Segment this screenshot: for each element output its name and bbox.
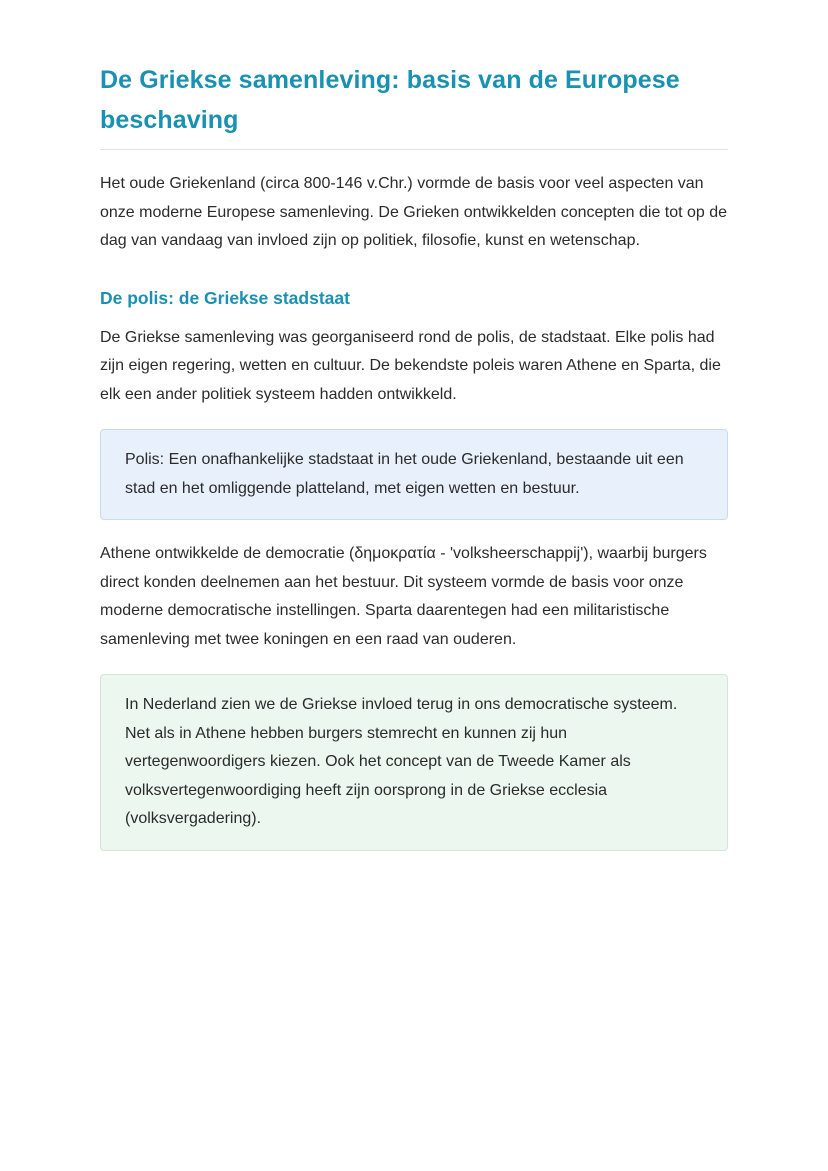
document-page <box>100 0 728 851</box>
definition-box-text: Polis: Een onafhankelijke stadstaat in het oude Griekenland, bestaande uit een stad en het omliggende platteland, met eigen wetten en bestuur. <box>125 451 684 497</box>
intro-paragraph: Het oude Griekenland (circa 800-146 v.Chr.) vormde de basis voor veel aspecten van onze moderne Europese samenleving. De Grieken ontwikkelden concepten die tot op de dag van vandaag van invloed zijn op politiek, filosofie, kunst en wetenschap. <box>100 175 728 249</box>
democracy-paragraph: Athene ontwikkelde de democratie (δημοκρατία - 'volksheerschappij'), waarbij burgers direct konden deelnemen aan het bestuur. Dit systeem vormde de basis voor onze moderne democratische instellingen. Sparta daarentegen had een militaristische samenleving met twee koningen en een raad van ouderen. <box>100 545 707 648</box>
title-divider <box>100 149 728 150</box>
netherlands-context-box <box>100 674 728 851</box>
definition-box <box>100 429 728 520</box>
section-heading-polis: De polis: de Griekse stadstaat <box>100 287 350 308</box>
netherlands-context-text: In Nederland zien we de Griekse invloed terug in ons democratische systeem. Net als in Athene hebben burgers stemrecht en kunnen zij hun vertegenwoordigers kiezen. Ook het concept van de Tweede Kamer als volksvertegenwoordiging heeft zijn oorsprong in de Griekse ecclesia (volksvergadering). <box>125 696 678 827</box>
polis-paragraph: De Griekse samenleving was georganiseerd rond de polis, de stadstaat. Elke polis had zijn eigen regering, wetten en cultuur. De bekendste poleis waren Athene en Sparta, die elk een ander politiek systeem hadden ontwikkeld. <box>100 328 721 403</box>
page-title: De Griekse samenleving: basis van de Europese beschaving <box>100 66 680 134</box>
